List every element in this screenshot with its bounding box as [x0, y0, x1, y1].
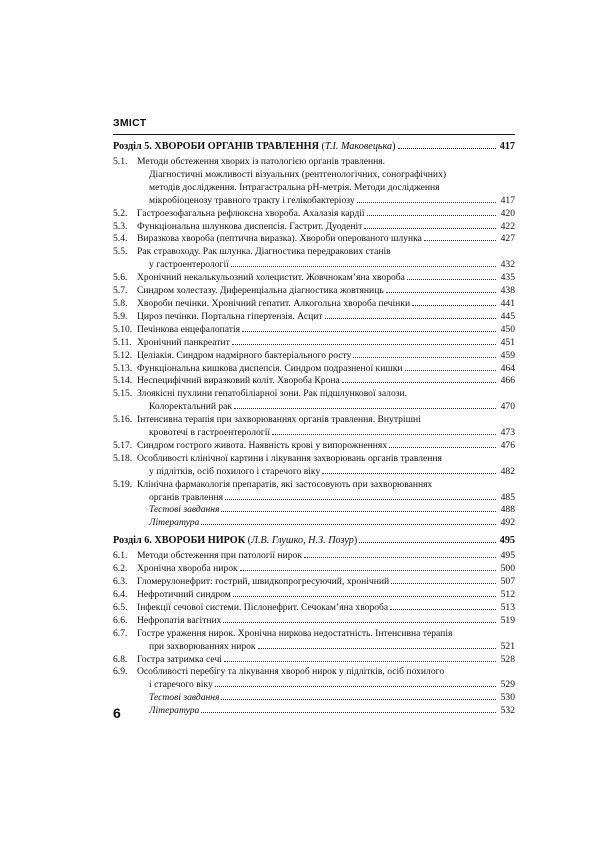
- entry-number: 6.7.: [113, 627, 128, 639]
- toc-section: [113, 141, 515, 530]
- toc-entry: [113, 388, 515, 414]
- entry-text: Функціональна кишкова диспепсія. Синдром подразненої кишки: [137, 362, 403, 374]
- entry-body: [137, 654, 515, 667]
- entry-page: 495: [500, 550, 515, 562]
- entry-line: [137, 602, 515, 615]
- entry-line: [137, 233, 515, 246]
- toc-entry: [113, 654, 515, 667]
- leader-dots: [390, 609, 496, 610]
- toc-entry: [113, 233, 515, 246]
- entry-number: 5.2.: [113, 207, 128, 219]
- entry-body: [137, 388, 515, 414]
- entry-body: [137, 298, 515, 311]
- section-authors: Т.І. Маковецька: [324, 141, 393, 152]
- entry-text: Синдром гострого живота. Наявність крові у випорожненнях: [137, 439, 388, 451]
- entry-page: 459: [500, 349, 515, 361]
- leader-dots: [391, 583, 496, 584]
- table-of-contents: [113, 141, 515, 723]
- toc-extra: [113, 692, 515, 705]
- entry-body: [137, 285, 515, 298]
- entry-text: Виразкова хвороба (пептична виразка). Хвороби оперованого шлунка: [137, 233, 422, 245]
- toc-entry: [113, 440, 515, 453]
- entry-number: 6.4.: [113, 589, 128, 600]
- toc-entry: [113, 375, 515, 388]
- section-heading: [113, 141, 515, 155]
- entry-body: [137, 615, 515, 628]
- entry-body: [137, 602, 515, 615]
- leader-dots: [304, 557, 496, 558]
- extra-page: 492: [500, 517, 515, 529]
- entry-text: Інтенсивна терапія при захворюваннях органів травлення. Внутрішні: [137, 414, 421, 426]
- entry-text: Гастроезофагальна рефлюксна хвороба. Ахалазія кардії: [137, 207, 365, 219]
- leader-dots: [242, 331, 496, 332]
- entry-number: 6.8.: [113, 653, 128, 665]
- entry-body: [137, 246, 515, 272]
- page-header: [113, 117, 515, 135]
- entry-line: [137, 324, 515, 337]
- extra-text: Література: [149, 517, 200, 529]
- entry-text: органів травлення: [149, 491, 224, 503]
- entry-line: [137, 654, 515, 667]
- entry-body: [137, 272, 515, 285]
- leader-dots: [224, 661, 496, 662]
- entry-number: 5.5.: [113, 246, 128, 258]
- entry-line: [137, 453, 515, 466]
- leader-dots: [342, 382, 496, 383]
- entry-page: 417: [500, 194, 515, 206]
- entry-body: [137, 414, 515, 440]
- entry-page: 445: [500, 310, 515, 322]
- entry-line: [137, 466, 515, 479]
- entry-number: 5.10.: [113, 323, 133, 335]
- entry-number: 5.18.: [113, 452, 133, 464]
- entry-text: Методи обстеження хворих із патологією органів травлення.: [137, 156, 386, 167]
- toc-entry: [113, 666, 515, 692]
- entry-text: Особливості перебігу та лікування хвороб нирок у підлітків, осіб похилого: [137, 666, 445, 678]
- entry-number: 6.2.: [113, 563, 128, 575]
- entry-line: [137, 350, 515, 363]
- entry-line: [137, 337, 515, 350]
- toc-entry: [113, 272, 515, 285]
- entry-body: [137, 705, 515, 718]
- entry-text: мікробіоценозу травного тракту і гелікобактеріозу: [149, 194, 355, 206]
- entry-text: Гостра затримка сечі: [137, 653, 222, 665]
- entry-body: [137, 311, 515, 324]
- toc-entry: [113, 628, 515, 654]
- leader-dots: [221, 699, 496, 700]
- entry-body: [137, 233, 515, 246]
- entry-body: [137, 440, 515, 453]
- entry-page: 464: [500, 362, 515, 374]
- entry-number: 5.6.: [113, 272, 128, 284]
- entry-text: Нефротичний синдром: [137, 589, 231, 600]
- entry-text: Злоякісні пухлини гепатобіліарної зони. Рак підшлункової залози.: [137, 388, 408, 400]
- entry-number: 5.17.: [113, 439, 133, 451]
- toc-entry: [113, 615, 515, 628]
- entry-text: Хвороби печінки. Хронічний гепатит. Алкогольна хвороба печінки: [137, 297, 411, 309]
- entry-number: 5.7.: [113, 285, 128, 297]
- entry-number: 5.19.: [113, 478, 133, 490]
- paren-close: ): [392, 141, 396, 152]
- entry-page: 521: [500, 640, 515, 652]
- entry-body: [137, 517, 515, 530]
- entry-number: 6.5.: [113, 601, 128, 613]
- toc-entry: [113, 221, 515, 234]
- entry-body: [137, 363, 515, 376]
- extra-page: 532: [500, 705, 515, 717]
- leader-dots: [201, 524, 496, 525]
- page-number: 6: [113, 705, 121, 721]
- entry-page: 466: [500, 375, 515, 387]
- toc-entry: [113, 550, 515, 563]
- entry-body: [137, 156, 515, 208]
- leader-dots: [233, 596, 496, 597]
- entry-body: [137, 504, 515, 517]
- entry-body: [137, 666, 515, 692]
- entry-page: 450: [500, 323, 515, 335]
- entry-page: 485: [500, 491, 515, 503]
- extra-text: Література: [149, 705, 200, 717]
- leader-dots: [225, 499, 496, 500]
- leader-dots: [325, 318, 496, 319]
- entry-body: [137, 324, 515, 337]
- entry-body: [137, 576, 515, 589]
- leader-dots: [232, 344, 496, 345]
- entry-line: [137, 705, 515, 718]
- entry-line: [137, 375, 515, 388]
- section-name: ХВОРОБИ НИРОК: [154, 535, 246, 547]
- toc-entry: [113, 479, 515, 505]
- entry-line: [137, 221, 515, 234]
- leader-dots: [223, 622, 496, 623]
- entry-line: [137, 517, 515, 530]
- leader-dots: [201, 712, 496, 713]
- toc-entry: [113, 576, 515, 589]
- entry-line: [137, 440, 515, 453]
- toc-entry: [113, 414, 515, 440]
- entry-line: [137, 504, 515, 517]
- entry-line: [137, 666, 515, 679]
- entry-line: [137, 692, 515, 705]
- entry-line: [137, 272, 515, 285]
- entry-text: Діагностичні можливості візуальних (рентгенологічних, сонографічних): [149, 168, 447, 180]
- entry-body: [137, 479, 515, 505]
- entry-body: [137, 453, 515, 479]
- paren-open: (: [321, 141, 325, 152]
- entry-line: [137, 641, 515, 654]
- leader-dots: [407, 279, 496, 280]
- entry-page: 420: [500, 207, 515, 219]
- entry-text: Функціональна шлункова диспепсія. Гастрит. Дуоденіт: [137, 220, 363, 232]
- leader-dots: [386, 292, 496, 293]
- entry-number: 5.12.: [113, 349, 133, 361]
- toc-entry: [113, 208, 515, 221]
- entry-text: і старечого віку: [149, 679, 213, 691]
- entry-line: [137, 563, 515, 576]
- leader-dots: [322, 473, 496, 474]
- extra-text: Тестові завдання: [149, 692, 220, 704]
- entry-page: 438: [500, 285, 515, 297]
- entry-page: 528: [500, 653, 515, 665]
- entry-line: [137, 363, 515, 376]
- entry-text: Гостре ураження нирок. Хронічна ниркова недостатність. Інтенсивна терапія: [137, 627, 453, 639]
- leader-dots: [357, 202, 496, 203]
- toc-extra: [113, 705, 515, 718]
- toc-entry: [113, 246, 515, 272]
- section-label: Розділ 6.: [113, 535, 152, 547]
- section-page: 495: [499, 535, 515, 547]
- entry-number: 5.15.: [113, 388, 133, 400]
- entry-line: [137, 246, 515, 259]
- toc-entry: [113, 156, 515, 208]
- leader-dots: [240, 570, 496, 571]
- entry-number: 5.9.: [113, 310, 128, 322]
- leader-dots: [258, 648, 496, 649]
- entry-page: 500: [500, 563, 515, 575]
- entry-line: [137, 208, 515, 221]
- entry-line: [137, 298, 515, 311]
- leader-dots: [424, 240, 496, 241]
- entry-line: [137, 414, 515, 427]
- leader-dots: [215, 686, 496, 687]
- entry-page: 451: [500, 336, 515, 348]
- leader-dots: [221, 511, 496, 512]
- extra-page: 488: [500, 504, 515, 516]
- toc-entry: [113, 298, 515, 311]
- entry-text: у гастроентерології: [149, 259, 229, 271]
- leader-dots: [364, 228, 496, 229]
- entry-number: 5.4.: [113, 233, 128, 245]
- section-title: [113, 141, 396, 154]
- entry-number: 5.1.: [113, 156, 128, 167]
- entry-line: [137, 427, 515, 440]
- entry-page: 435: [500, 272, 515, 284]
- entry-text: Клінічна фармакологія препаратів, які застосовують при захворюваннях: [137, 478, 433, 490]
- entry-line: [137, 388, 515, 401]
- leader-dots: [231, 266, 496, 267]
- entry-line: [137, 589, 515, 602]
- toc-extra: [113, 504, 515, 517]
- entry-number: 5.11.: [113, 336, 132, 348]
- entry-line: [137, 576, 515, 589]
- entry-body: [137, 628, 515, 654]
- entry-page: 432: [500, 259, 515, 271]
- entry-number: 6.3.: [113, 576, 128, 588]
- entry-text: Методи обстеження при патології нирок: [137, 550, 303, 562]
- toc-entry: [113, 563, 515, 576]
- entry-text: Хронічна хвороба нирок: [137, 563, 238, 575]
- entry-line: [137, 492, 515, 505]
- entry-page: 507: [500, 576, 515, 588]
- toc-entry: [113, 285, 515, 298]
- entry-number: 5.14.: [113, 375, 133, 387]
- toc-entry: [113, 602, 515, 615]
- entry-page: 427: [500, 233, 515, 245]
- entry-line: [137, 479, 515, 492]
- leader-dots: [353, 357, 496, 358]
- entry-text: Особливості клінічної картини і лікування захворювань органів травлення: [137, 452, 442, 464]
- entry-text: Гломерулонефрит: гострий, швидкопрогресуючий, хронічний: [137, 576, 390, 588]
- entry-text: Колоректальний рак: [149, 401, 233, 413]
- leader-dots: [412, 305, 496, 306]
- section-title: [113, 535, 357, 548]
- leader-dots: [359, 542, 496, 543]
- entry-line: [137, 628, 515, 641]
- entry-text: Неспецифічний виразковий коліт. Хвороба Крона: [137, 375, 340, 387]
- entry-body: [137, 550, 515, 563]
- toc-extra: [113, 517, 515, 530]
- section-heading: [113, 535, 515, 549]
- entry-line: [137, 259, 515, 272]
- entry-body: [137, 563, 515, 576]
- entry-body: [137, 692, 515, 705]
- entry-line: [137, 195, 515, 208]
- entry-page: 529: [500, 679, 515, 691]
- leader-dots: [367, 215, 496, 216]
- toc-entry: [113, 453, 515, 479]
- entry-line: [137, 615, 515, 628]
- leader-dots: [389, 447, 496, 448]
- entry-text: Хронічний некалькульозний холецистит. Жовчнокам’яна хвороба: [137, 272, 405, 284]
- section-page: 417: [499, 141, 515, 152]
- section-label: Розділ 5.: [113, 141, 152, 152]
- header-label: ЗМІСТ: [113, 117, 147, 129]
- entry-line: [137, 401, 515, 414]
- toc-entry: [113, 589, 515, 602]
- toc-entry: [113, 363, 515, 376]
- entry-number: 5.13.: [113, 362, 133, 374]
- leader-dots: [405, 370, 496, 371]
- extra-text: Тестові завдання: [149, 504, 220, 516]
- entry-number: 6.9.: [113, 666, 128, 678]
- entry-page: 519: [500, 614, 515, 626]
- entry-page: 482: [500, 465, 515, 477]
- entry-line: [137, 156, 515, 169]
- entry-line: [137, 182, 515, 195]
- toc-entry: [113, 337, 515, 350]
- entry-text: у підлітків, осіб похилого і старечого віку: [149, 465, 321, 477]
- toc-entry: [113, 350, 515, 363]
- entry-text: Печінкова енцефалопатія: [137, 323, 241, 335]
- entry-page: 441: [500, 297, 515, 309]
- toc-entry: [113, 324, 515, 337]
- entry-text: Хронічний панкреатит: [137, 336, 230, 348]
- entry-line: [137, 169, 515, 182]
- entry-page: 473: [500, 427, 515, 439]
- entry-page: 513: [500, 601, 515, 613]
- header-rule: [113, 134, 515, 135]
- entry-line: [137, 679, 515, 692]
- entry-text: при захворюваннях нирок: [149, 640, 256, 652]
- section-authors: Л.В. Глушко, Н.З. Позур: [251, 535, 354, 547]
- entry-text: кровотечі в гастроентерології: [149, 427, 271, 439]
- entry-page: 470: [500, 401, 515, 413]
- toc-section: [113, 535, 515, 718]
- entry-line: [137, 311, 515, 324]
- entry-line: [137, 285, 515, 298]
- entry-text: Рак стравоходу. Рак шлунка. Діагностика передракових станів: [137, 246, 391, 258]
- paren-close: ): [353, 535, 358, 547]
- entry-text: Інфекції сечової системи. Пієлонефрит. Сечокам’яна хвороба: [137, 601, 389, 613]
- entry-body: [137, 208, 515, 221]
- toc-entry: [113, 311, 515, 324]
- section-name: ХВОРОБИ ОРГАНІВ ТРАВЛЕННЯ: [154, 141, 319, 152]
- entry-text: методів дослідження. Інтрагастральна рН-метрія. Методи дослідження: [149, 181, 440, 193]
- entry-number: 6.6.: [113, 614, 128, 626]
- entry-number: 5.3.: [113, 220, 128, 232]
- entry-page: 512: [500, 589, 515, 600]
- entry-text: Синдром холестазу. Диференціальна діагностика жовтяниць: [137, 285, 384, 297]
- entry-number: 5.16.: [113, 414, 133, 426]
- entry-body: [137, 337, 515, 350]
- leader-dots: [234, 408, 496, 409]
- entry-body: [137, 221, 515, 234]
- entry-body: [137, 589, 515, 602]
- leader-dots: [398, 148, 496, 149]
- entry-number: 5.8.: [113, 297, 128, 309]
- entry-page: 422: [500, 220, 515, 232]
- entry-text: Нефропатія вагітних: [137, 614, 222, 626]
- entry-body: [137, 375, 515, 388]
- extra-page: 530: [500, 692, 515, 704]
- entry-text: Целіакія. Синдром надмірного бактеріального росту: [137, 349, 352, 361]
- paren-open: (: [247, 535, 252, 547]
- entry-body: [137, 350, 515, 363]
- entry-page: 476: [500, 439, 515, 451]
- entry-line: [137, 550, 515, 563]
- entry-text: Цироз печінки. Портальна гіпертензія. Асцит: [137, 310, 323, 322]
- leader-dots: [272, 434, 496, 435]
- entry-number: 6.1.: [113, 550, 128, 562]
